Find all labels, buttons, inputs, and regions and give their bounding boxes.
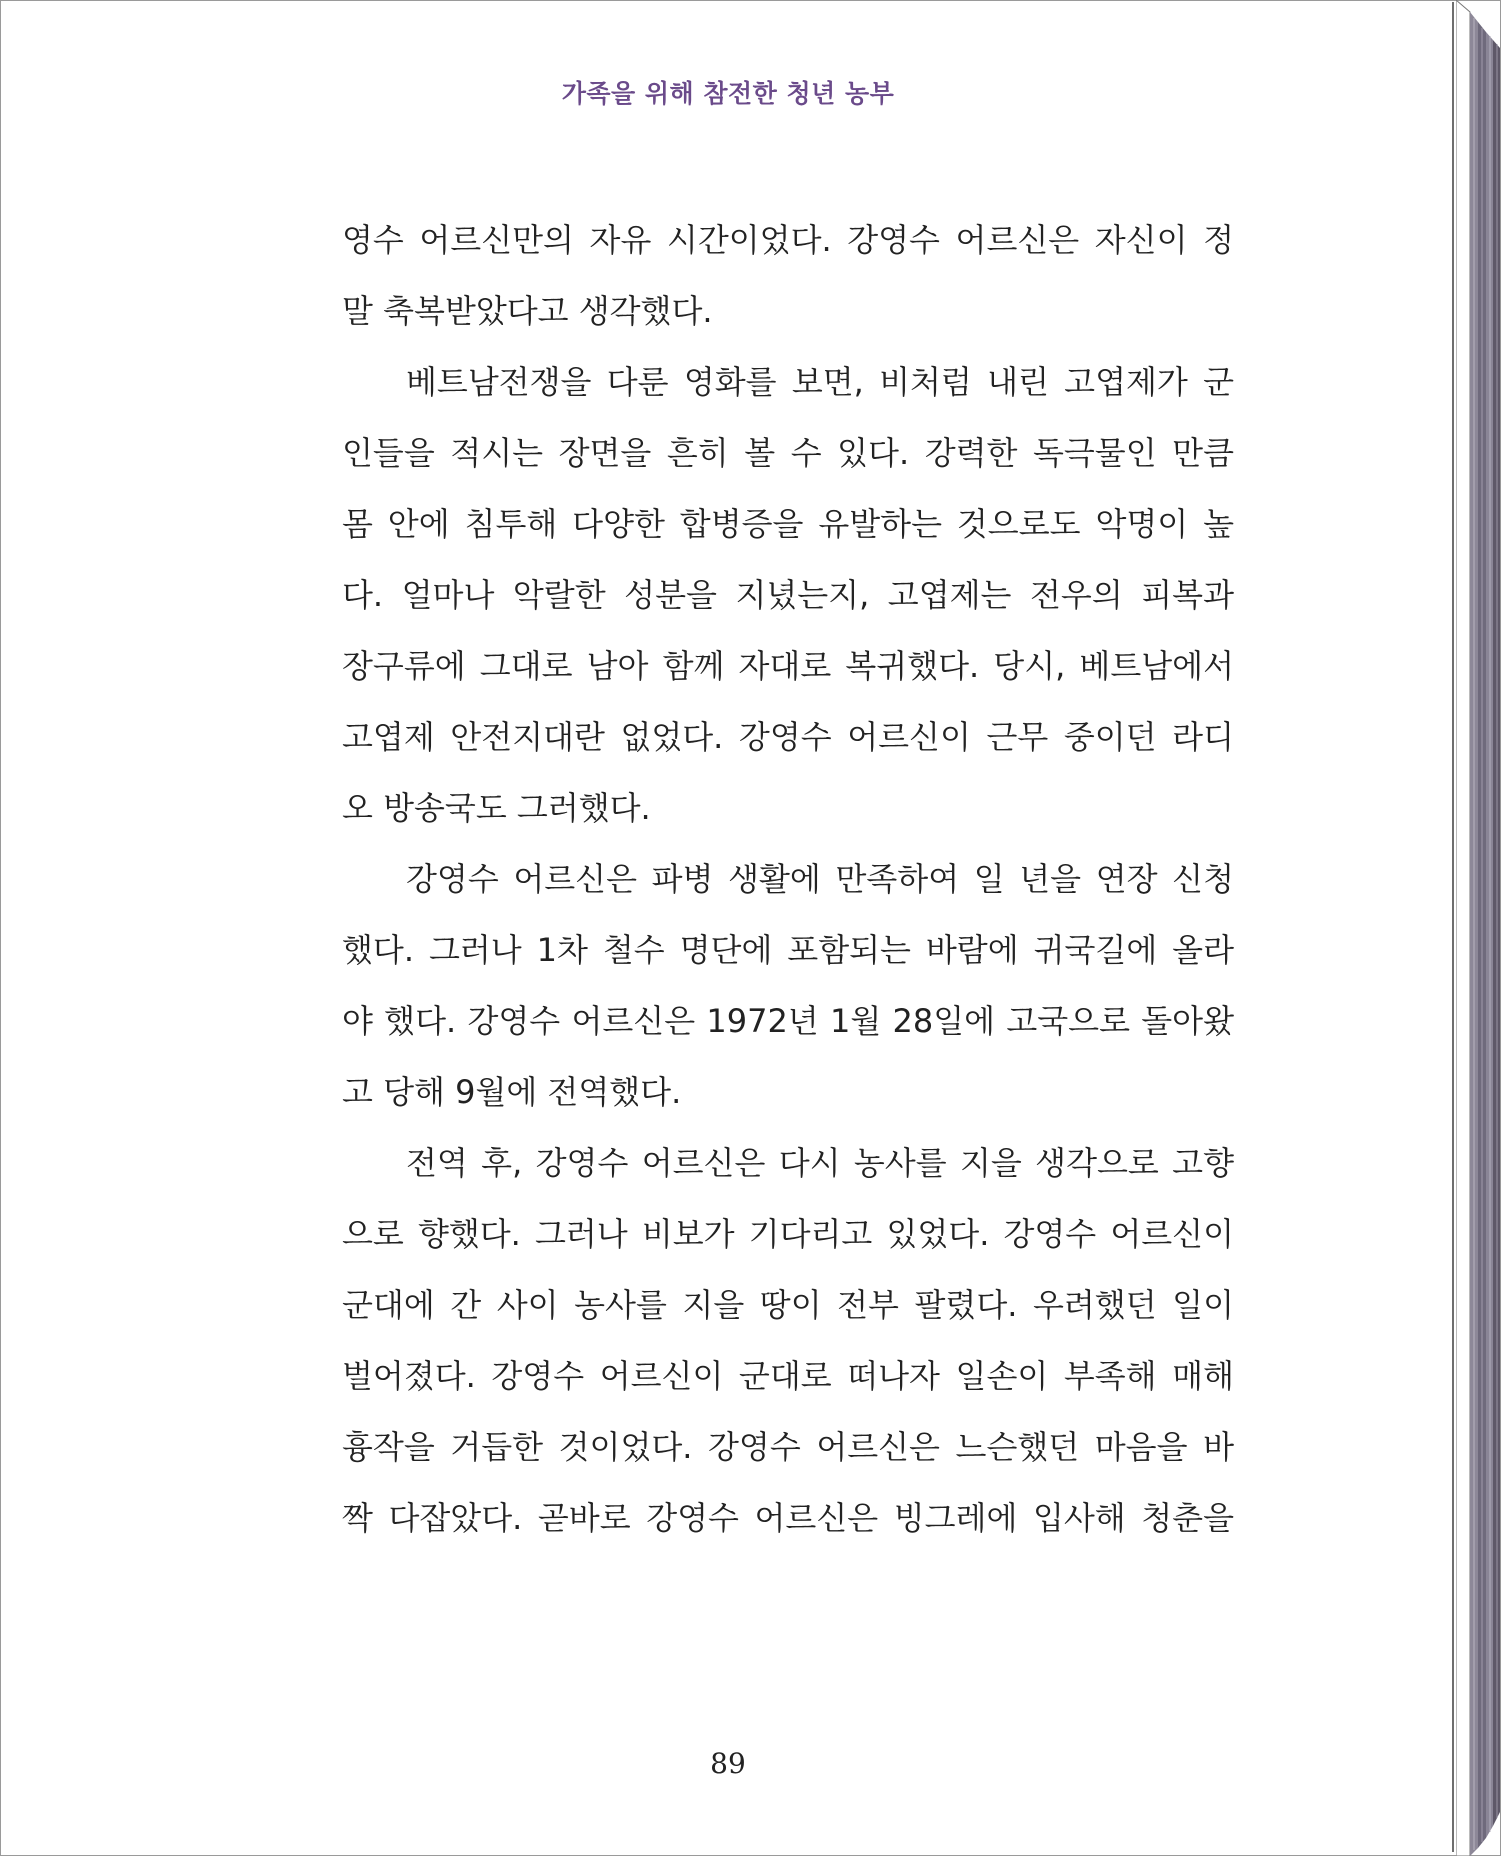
text-line: 영수 어르신만의 자유 시간이었다. 강영수 어르신은 자신이 정 (342, 221, 1234, 259)
text-line: 벌어졌다. 강영수 어르신이 군대로 떠나자 일손이 부족해 매해 (342, 1357, 1234, 1395)
text-line: 야 했다. 강영수 어르신은 1972년 1월 28일에 고국으로 돌아왔 (342, 1002, 1234, 1040)
text-line: 강영수 어르신은 파병 생활에 만족하여 일 년을 연장 신청 (406, 860, 1234, 898)
running-header: 가족을 위해 참전한 청년 농부 (561, 79, 895, 108)
text-line: 다. 얼마나 악랄한 성분을 지녔는지, 고엽제는 전우의 피복과 (342, 576, 1234, 614)
text-line: 고엽제 안전지대란 없었다. 강영수 어르신이 근무 중이던 라디 (342, 718, 1234, 756)
text-line: 짝 다잡았다. 곧바로 강영수 어르신은 빙그레에 입사해 청춘을 (342, 1499, 1234, 1537)
text-line: 전역 후, 강영수 어르신은 다시 농사를 지을 생각으로 고향 (406, 1144, 1234, 1182)
body-text (342, 212, 1234, 1561)
text-line: 고 당해 9월에 전역했다. (342, 1073, 682, 1111)
text-line: 장구류에 그대로 남아 함께 자대로 복귀했다. 당시, 베트남에서 (342, 647, 1234, 685)
book-page (2, 2, 1454, 1852)
text-line: 했다. 그러나 1차 철수 명단에 포함되는 바람에 귀국길에 올라 (342, 931, 1234, 969)
text-line: 군대에 간 사이 농사를 지을 땅이 전부 팔렸다. 우려했던 일이 (342, 1286, 1234, 1324)
text-line: 말 축복받았다고 생각했다. (342, 292, 713, 330)
text-line: 오 방송국도 그러했다. (342, 789, 651, 827)
text-line: 으로 향했다. 그러나 비보가 기다리고 있었다. 강영수 어르신이 (342, 1215, 1234, 1253)
text-line: 몸 안에 침투해 다양한 합병증을 유발하는 것으로도 악명이 높 (342, 505, 1234, 543)
page-stack-edges (1456, 0, 1501, 1856)
page-number: 89 (710, 1747, 746, 1780)
text-line: 흉작을 거듭한 것이었다. 강영수 어르신은 느슨했던 마음을 바 (342, 1428, 1234, 1466)
text-line: 베트남전쟁을 다룬 영화를 보면, 비처럼 내린 고엽제가 군 (406, 363, 1234, 401)
text-line: 인들을 적시는 장면을 흔히 볼 수 있다. 강력한 독극물인 만큼 (342, 434, 1234, 472)
